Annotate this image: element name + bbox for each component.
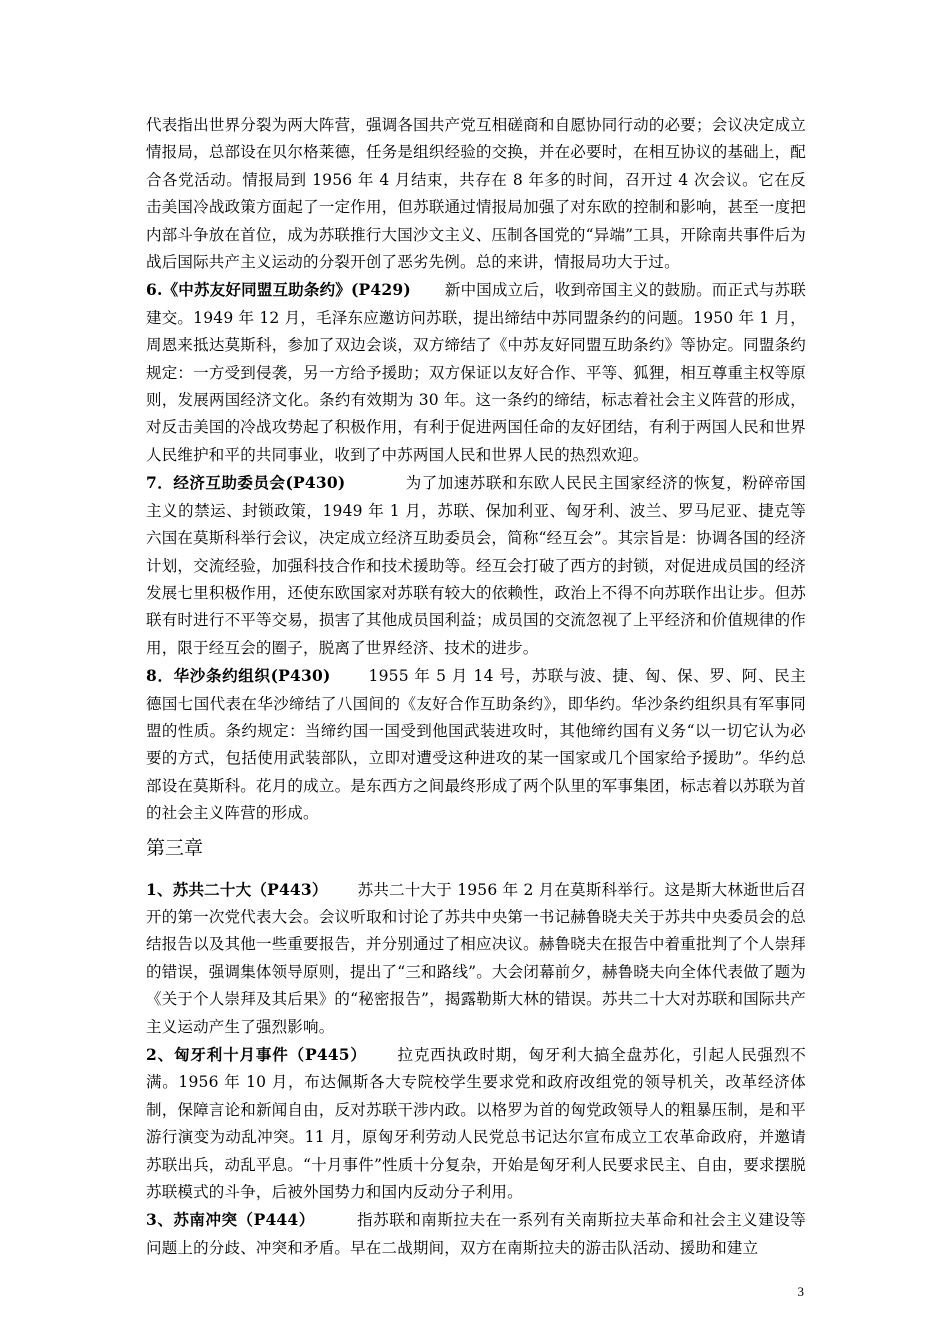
page-number: 3	[797, 1284, 804, 1299]
item-8-heading: 8．华沙条约组织(P430)	[146, 666, 331, 686]
chapter3-item-2-body: 拉克西执政时期，匈牙利大搞全盘苏化，引起人民强烈不满。1956 年 10 月，布达佩斯各大专院校学生要求党和政府改组党的领导机关，改革经济体制，保障言论和新闻自由，反对苏联干涉内政。以格罗为首的匈党政领导人的粗暴压制，是和平游行演变为动乱冲突。11 月，原匈牙利劳动人民党总书记达尔宣布成立工农革命政府，并邀请苏联出兵，动乱平息。“十月事件”性质十分复杂，开始是匈牙利人民要求民主、自由，要求摆脱苏联模式的斗争，后被外国势力和国内反动分子利用。	[146, 1046, 806, 1202]
chapter3-item-1-body: 苏共二十大于 1956 年 2 月在莫斯科举行。这是斯大林逝世后召开的第一次党代表大会。会议听取和讨论了苏共中央第一书记赫鲁晓夫关于苏共中央委员会的总结报告以及其他一些重要报告，并分别通过了相应决议。赫鲁晓夫在报告中着重批判了个人崇拜的错误，强调集体领导原则，提出了“三和路线”。大会闭幕前夕，赫鲁晓夫向全体代表做了题为《关于个人崇拜及其后果》的“秘密报告”，揭露勒斯大林的错误。苏共二十大对苏联和国际共产主义运动产生了强烈影响。	[146, 880, 806, 1036]
item-6-body: 新中国成立后，收到帝国主义的鼓励。而正式与苏联建交。1949 年 12 月，毛泽东应邀访问苏联，提出缔结中苏同盟条约的问题。1950 年 1 月，周恩来抵达莫斯科，参加了双边会谈，双方缔结了《中苏友好同盟互助条约》等协定。同盟条约规定：一方受到侵袭，另一方给予援助；双方保证以友好合作、平等、狐狸，相互尊重主权等原则，发展两国经济文化。条约有效期为 30 年。这一条约的缔结，标志着社会主义阵营的形成，对反击美国的冷战攻势起了积极作用，有利于促进两国任命的友好团结，有利于两国人民和世界人民维护和平的共同事业，收到了中苏两国人民和世界人民的热烈欢迎。	[146, 281, 806, 464]
item-6	[146, 276, 806, 469]
chapter-title: 第三章	[146, 836, 204, 859]
chapter3-item-3-body: 指苏联和南斯拉夫在一系列有关南斯拉夫革命和社会主义建设等问题上的分歧、冲突和矛盾。早在二战期间，双方在南斯拉夫的游击队活动、援助和建立	[146, 1211, 807, 1257]
item-6-heading: 6.《中苏友好同盟互助条约》(P429)	[146, 280, 411, 300]
item-8-body: 1955 年 5 月 14 号，苏联与波、捷、匈、保、罗、阿、民主德国七国代表在华沙缔结了八国间的《友好合作互助条约》，即华约。华沙条约组织具有军事同盟的性质。条约规定：当缔约国一国受到他国武装进攻时，其他缔约国有义务“以一切它认为必要的方式，包括使用武装部队，立即对遭受这种进攻的某一国家或几个国家给予援助”。华约总部设在莫斯科。花月的成立。是东西方之间最终形成了两个队里的军事集团，标志着以苏联为首的社会主义阵营的形成。	[146, 667, 806, 823]
item-7	[146, 469, 806, 662]
item-8	[146, 662, 806, 827]
item-7-body: 为了加速苏联和东欧人民民主国家经济的恢复，粉碎帝国主义的禁运、封锁政策，1949 年 1 月，苏联、保加利亚、匈牙利、波兰、罗马尼亚、捷克等六国在莫斯科举行会议，决定成立经济互助委员会，简称“经互会”。其宗旨是：协调各国的经济计划，交流经验，加强科技合作和技术援助等。经互会打破了西方的封锁，对促进成员国的经济发展七里积极作用，还使东欧国家对苏联有较大的依赖性，政治上不得不向苏联作出让步。但苏联有时进行不平等交易，损害了其他成员国利益；成员国的交流忽视了上平经济和价值规律的作用，限于经互会的圈子，脱离了世界经济、技术的进步。	[146, 474, 806, 657]
chapter3-item-2	[146, 1041, 806, 1206]
paragraph-intro: 代表指出世界分裂为两大阵营，强调各国共产党互相磋商和自愿协同行动的必要；会议决定成立情报局，总部设在贝尔格莱德，任务是组织经验的交换，并在必要时，在相互协议的基础上，配合各党活动。情报局到 1956 年 4 月结束，共存在 8 年多的时间，召开过 4 次会议。它在反击美国冷战政策方面起了一定作用，但苏联通过情报局加强了对东欧的控制和影响，甚至一度把内部斗争放在首位，成为苏联推行大国沙文主义、压制各国党的“异端”工具，开除南共事件后为战后国际共产主义运动的分裂开创了恶劣先例。总的来讲，情报局功大于过。	[146, 116, 806, 272]
chapter3-item-1-heading: 1、苏共二十大（P443）	[146, 879, 328, 899]
chapter3-item-1	[146, 876, 806, 1041]
chapter3-item-3	[146, 1206, 806, 1262]
chapter3-item-3-heading: 3、苏南冲突（P444）	[146, 1210, 315, 1230]
item-7-heading: 7．经济互助委员会(P430)	[146, 473, 346, 493]
document-page	[146, 112, 806, 1262]
chapter3-item-2-heading: 2、匈牙利十月事件（P445）	[146, 1045, 367, 1064]
